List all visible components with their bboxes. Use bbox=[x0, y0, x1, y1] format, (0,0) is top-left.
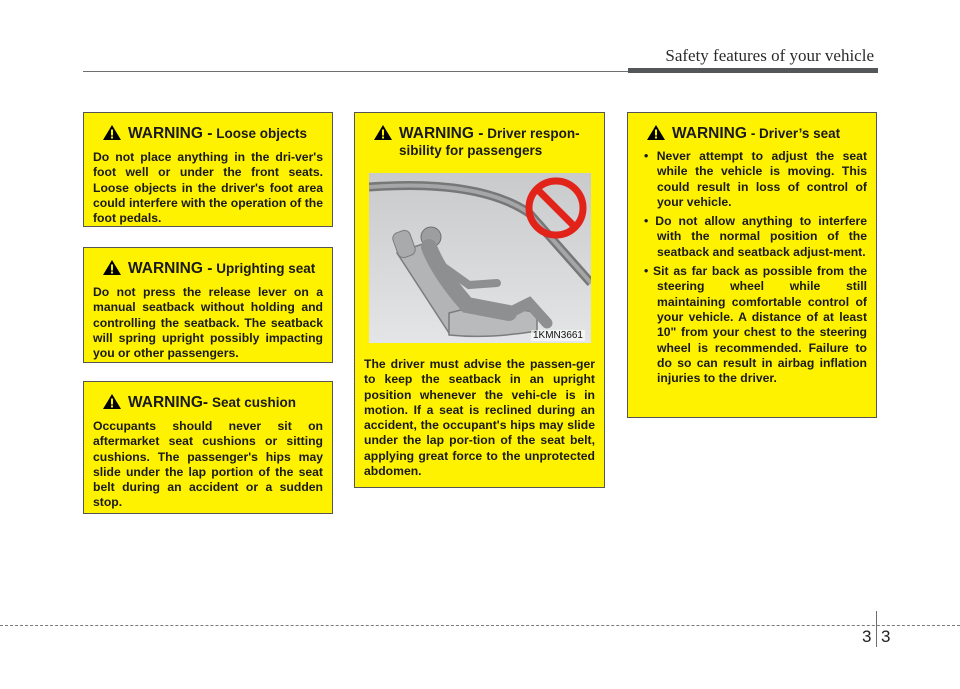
warning-title: Seat cushion bbox=[211, 395, 296, 410]
warning-heading bbox=[93, 394, 323, 413]
list-item: • Sit as far back as possible from the steering wheel while still maintaining comfortable control of your vehicle. A distance of at least 10" from your chest to the steering wheel is recommended. Failure to do so can result in airbag inflation injuries to the driver. bbox=[644, 264, 868, 386]
warning-heading bbox=[93, 125, 323, 144]
warning-triangle-icon bbox=[646, 124, 666, 144]
warning-keyword: WARNING - bbox=[399, 125, 484, 142]
warning-list bbox=[637, 149, 867, 386]
warning-seat-cushion bbox=[83, 381, 333, 514]
reclined-seat-illustration bbox=[369, 173, 591, 343]
warning-text: Occupants should never sit on aftermarket seat cushions or sitting cushions. The passenger's hips may slide under the lap portion of the seat belt during an accident or a sudden stop. bbox=[93, 419, 323, 510]
warning-title: Driver respon-sibility for passengers bbox=[399, 126, 580, 158]
chapter-number: 3 bbox=[862, 627, 872, 646]
warning-keyword: WARNING - bbox=[128, 260, 213, 277]
warning-driver-responsibility bbox=[354, 112, 605, 488]
header-rule-accent bbox=[628, 68, 878, 73]
page-number: 3 bbox=[881, 627, 891, 646]
section-title: Safety features of your vehicle bbox=[665, 46, 874, 65]
warning-loose-objects bbox=[83, 112, 333, 227]
warning-text: The driver must advise the passen-ger to keep the seatback in an upright position whenever the vehi-cle is in motion. If a seat is reclined during an accident, the occupant's hips may slide under the lap por-tion of the seat belt, applying great force to the unprotected abdomen. bbox=[364, 357, 595, 479]
warning-keyword: WARNING - bbox=[128, 125, 213, 142]
warning-uprighting-seat bbox=[83, 247, 333, 363]
warning-heading bbox=[364, 125, 595, 159]
warning-title: Uprighting seat bbox=[216, 261, 316, 276]
warning-triangle-icon bbox=[102, 393, 122, 413]
warning-keyword: WARNING- bbox=[128, 394, 209, 411]
warning-title: Loose objects bbox=[216, 126, 308, 141]
footer-divider bbox=[876, 611, 877, 647]
list-item: • Do not allow anything to interfere with the normal position of the seatback and seatback adjust-ment. bbox=[644, 214, 868, 259]
warning-keyword: WARNING bbox=[672, 125, 747, 142]
warning-text: Do not place anything in the dri-ver's foot well or under the front seats. Loose objects in the driver's foot area could interfere with the operation of the foot pedals. bbox=[93, 150, 323, 226]
prohibited-sign-icon bbox=[523, 175, 589, 241]
warning-heading bbox=[93, 260, 323, 279]
warning-triangle-icon bbox=[373, 124, 393, 144]
warning-heading bbox=[637, 125, 867, 144]
list-item: • Never attempt to adjust the seat while the vehicle is moving. This could result in loss of control of your vehicle. bbox=[644, 149, 868, 209]
warning-text: Do not press the release lever on a manual seatback without holding and controlling the seatback. The seatback will spring upright possibly impacting you or other passengers. bbox=[93, 285, 323, 361]
warning-title: - Driver’s seat bbox=[750, 126, 841, 141]
figure-code: 1KMN3661 bbox=[532, 330, 583, 341]
footer-rule bbox=[0, 625, 960, 626]
warning-drivers-seat bbox=[627, 112, 877, 418]
warning-triangle-icon bbox=[102, 124, 122, 144]
warning-triangle-icon bbox=[102, 259, 122, 279]
